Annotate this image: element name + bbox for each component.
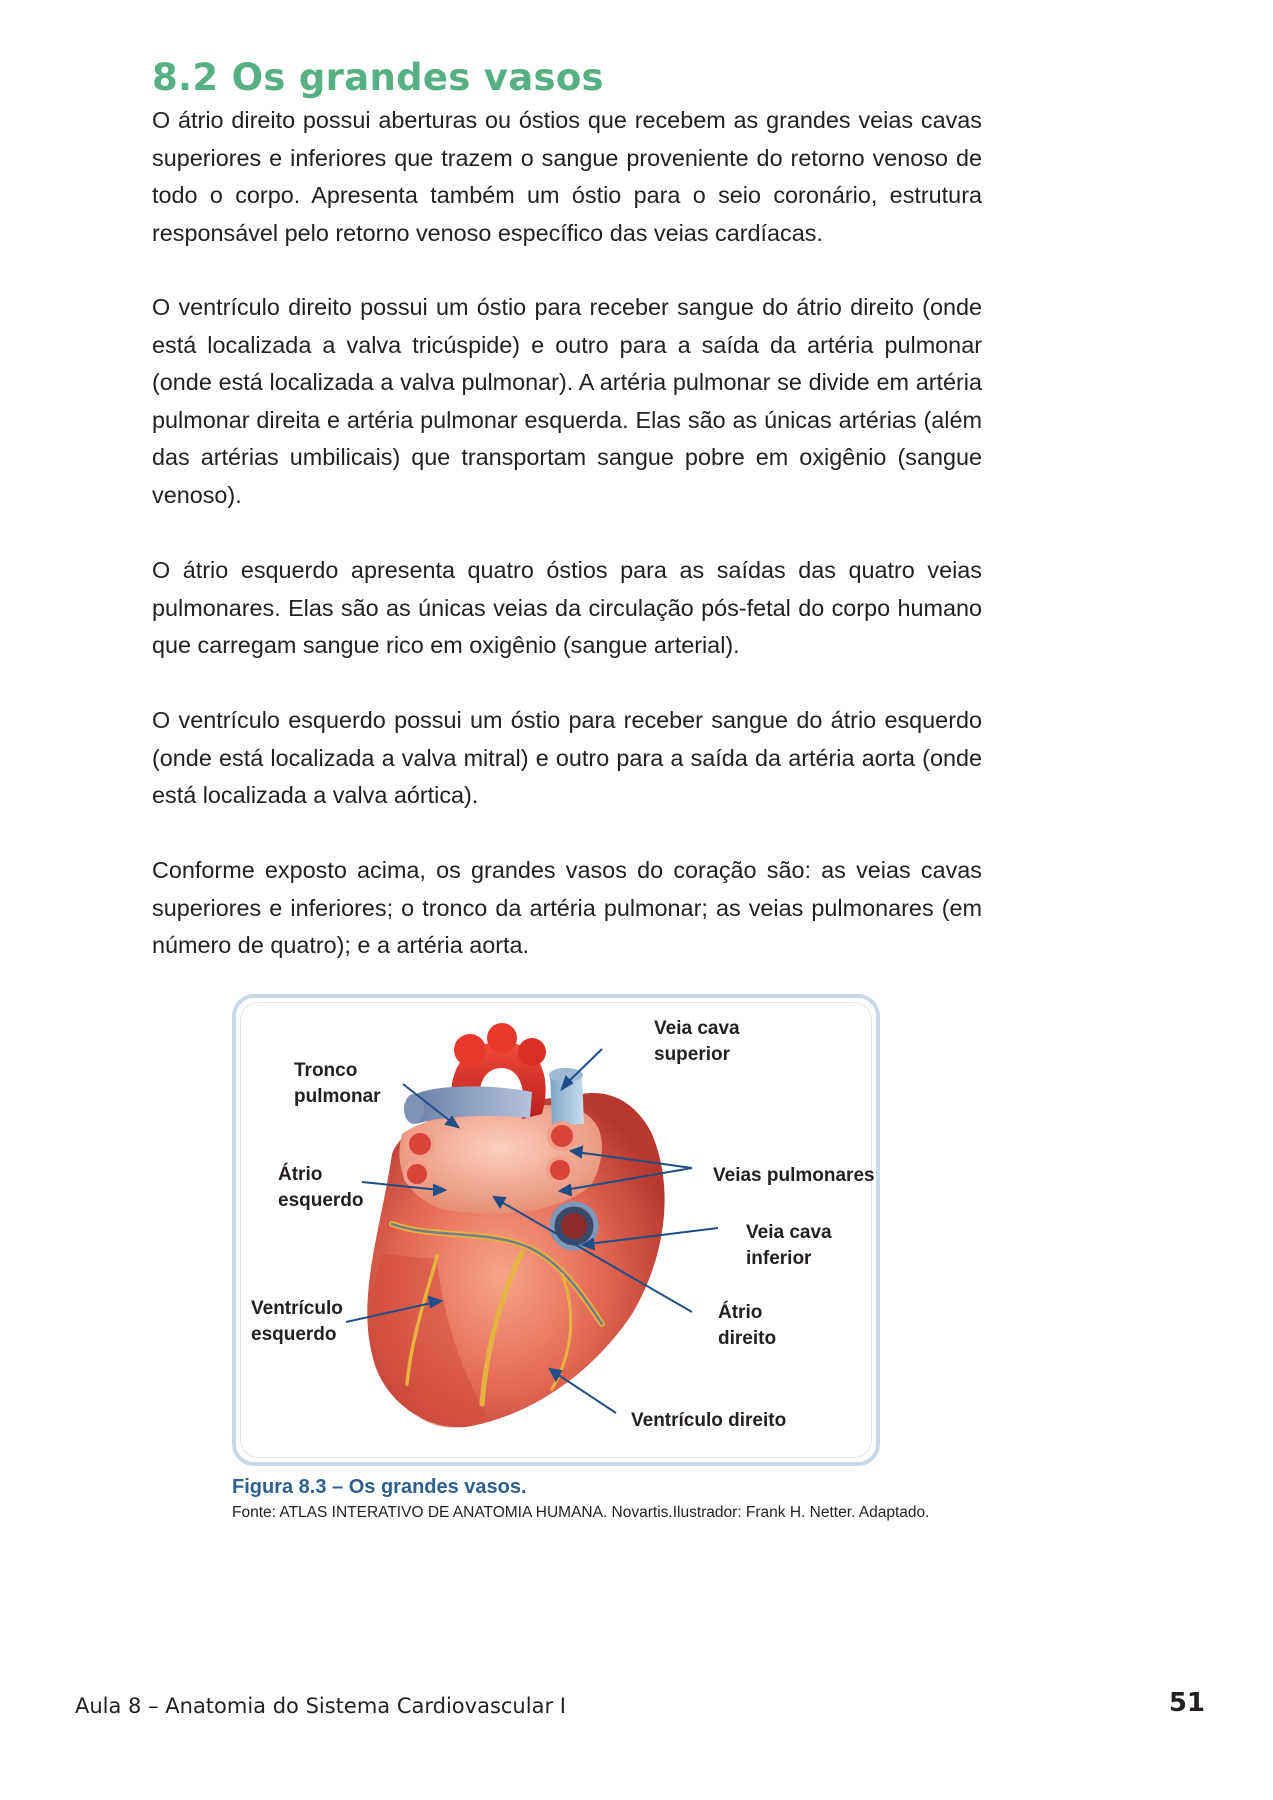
figure-caption-title: Figura 8.3 – Os grandes vasos. [232,1476,527,1498]
section-title: 8.2 Os grandes vasos [152,56,604,99]
pulmonary-vein-ostium-3 [549,1123,575,1149]
aorta-branch-2 [487,1023,517,1053]
label-tronco-pulmonar: Tronco pulmonar [294,1060,381,1107]
ivc-lumen [561,1213,587,1239]
label-atrio-esquerdo: Átrio esquerdo [278,1164,364,1211]
footer-chapter-title: Aula 8 – Anatomia do Sistema Cardiovascular I [75,1694,566,1718]
page-number: 51 [1168,1688,1205,1718]
paragraph-ventriculo-direito: O ventrículo direito possui um óstio para receber sangue do átrio direito (onde está localizada a valva tricúspide) e outro para a saída da artéria pulmonar (onde está localizada a valva pulmonar). A artéria pulmonar se divide em artéria pulmonar direita e artéria pulmonar esquerda. Elas são as únicas artérias (além das artérias umbilicais) que transportam sangue pobre em oxigênio (sangue venoso). [152,294,982,508]
paragraph-atrio-direito: O átrio direito possui aberturas ou óstios que recebem as grandes veias cavas superiores e inferiores que trazem o sangue proveniente do retorno venoso de todo o corpo. Apresenta também um óstio para o seio coronário, estrutura responsável pelo retorno venoso específico das veias cardíacas. [152,107,982,246]
pulmonary-vein-ostium-2 [405,1162,429,1186]
label-veia-cava-inferior: Veia cava inferior [746,1222,832,1269]
label-ventriculo-esquerdo: Ventrículo esquerdo [251,1298,343,1345]
figure-caption-source: Fonte: ATLAS INTERATIVO DE ANATOMIA HUMANA. Novartis.Ilustrador: Frank H. Netter. Adaptado. [232,1504,930,1521]
paragraph-conclusao: Conforme exposto acima, os grandes vasos do coração são: as veias cavas superiores e inferiores; o tronco da artéria pulmonar; as veias pulmonares (em número de quatro); e a artéria aorta. [152,857,982,958]
arrow-veia-cava-superior [566,1049,602,1084]
label-veias-pulmonares: Veias pulmonares [713,1165,875,1186]
pulmonary-vein-ostium-1 [407,1131,433,1157]
label-ventriculo-direito: Ventrículo direito [631,1410,787,1431]
label-veia-cava-superior: Veia cava superior [654,1018,740,1065]
aorta-branch-1 [454,1034,486,1066]
aorta-branch-3 [518,1038,546,1066]
pulmonary-vein-ostium-4 [548,1158,572,1182]
label-atrio-direito: Átrio direito [718,1302,777,1349]
paragraph-ventriculo-esquerdo: O ventrículo esquerdo possui um óstio para receber sangue do átrio esquerdo (onde está localizada a valva mitral) e outro para a saída da artéria aorta (onde está localizada a valva aórtica). [152,707,982,808]
arrow-ventriculo-direito [554,1372,616,1413]
paragraph-atrio-esquerdo: O átrio esquerdo apresenta quatro óstios para as saídas das quatro veias pulmonares. Elas são as únicas veias da circulação pós-fetal do corpo humano que carregam sangue rico em oxigênio (sangue arterial). [152,557,982,658]
